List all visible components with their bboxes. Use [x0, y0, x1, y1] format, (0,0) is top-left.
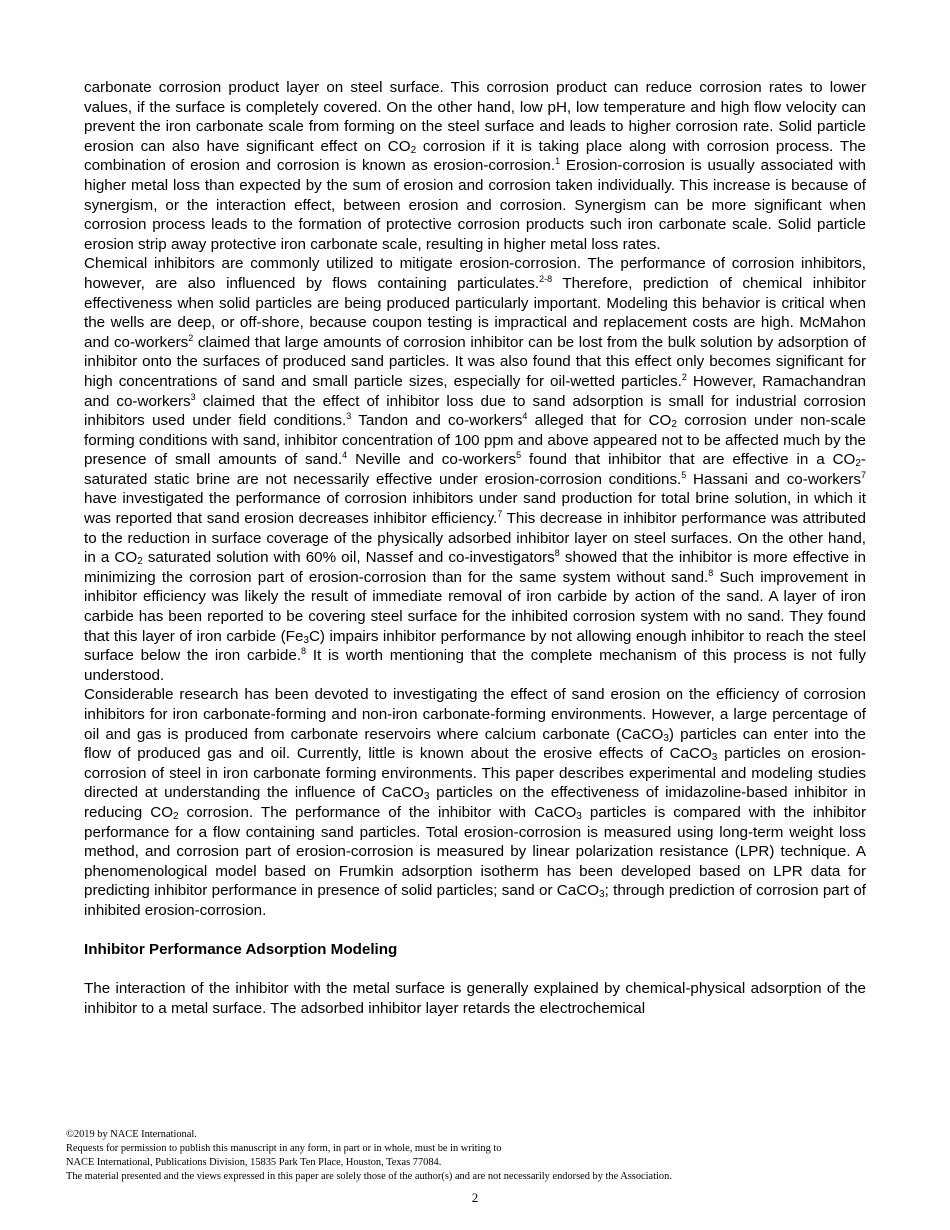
text-run: The interaction of the inhibitor with the metal surface is generally explained by chemical-physical adsorption of the inhibitor to a metal surface. The adsorbed inhibitor layer retards the electrochemical	[84, 980, 866, 1017]
text-run: Such improvement in inhibitor efficiency was likely the result of immediate removal of iron carbide by action of the sand. A layer of iron carbide has been reported to be covering steel surface for the inhibited corrosion system with no sand. They found that this layer of iron carbide (Fe	[84, 568, 866, 645]
chemical-subscript: 2	[173, 810, 179, 822]
text-run: ; through prediction of corrosion part of inhibited erosion-corrosion.	[84, 882, 866, 919]
citation-superscript: 8	[301, 646, 307, 657]
text-run: However, Ramachandran and co-workers	[84, 372, 866, 410]
footer-disclaimer-line: The material presented and the views expressed in this paper are solely those of the author(s) and are not necessarily endorsed by the Association.	[66, 1171, 672, 1182]
chemical-subscript: 3	[303, 634, 309, 646]
citation-superscript: 2-8	[539, 273, 553, 284]
text-run: C) impairs inhibitor performance by not allowing enough inhibitor to reach the steel surface below the iron carbide.	[84, 627, 866, 665]
text-run: ) particles can enter into the flow of produced gas and oil. Currently, little is known about the erosive effects of CaCO	[84, 725, 866, 763]
footer-copyright: ©2019 by NACE International.	[66, 1129, 197, 1140]
text-run: corrosion if it is taking place along with corrosion process. The combination of erosion and corrosion is known as erosion-corrosion.	[84, 137, 866, 175]
page-number: 2	[471, 1190, 479, 1205]
chemical-subscript: 2	[855, 458, 861, 470]
section-heading: Inhibitor Performance Adsorption Modeling	[84, 940, 398, 958]
chemical-subscript: 3	[663, 732, 669, 744]
chemical-subscript: 3	[576, 810, 582, 822]
citation-superscript: 4	[522, 411, 528, 422]
chemical-subscript: 2	[671, 419, 677, 431]
text-run: This decrease in inhibitor performance was attributed to the reduction in surface coverage of the physically adsorbed inhibitor layer on steel surfaces. On the other hand, in a CO	[84, 510, 866, 567]
text-run: Tandon and co-workers	[351, 412, 523, 430]
citation-superscript: 3	[190, 391, 196, 402]
citation-superscript: 7	[860, 469, 866, 480]
text-run: alleged that for CO	[527, 412, 672, 430]
text-run: particles on the effectiveness of imidazoline-based inhibitor in reducing CO	[84, 784, 866, 821]
text-run: corrosion under non-scale forming conditions with sand, inhibitor concentration of 100 ppm and above appeared not to be affected much by the presence of small amounts of sand.	[84, 412, 867, 469]
main-content	[84, 78, 866, 1018]
paragraph-erosion-corrosion	[84, 78, 866, 254]
text-run: Chemical inhibitors are commonly utilized to mitigate erosion-corrosion. The performance of corrosion inhibitors, however, are also influenced by flows containing particulates.	[84, 255, 866, 292]
text-run: claimed that large amounts of corrosion inhibitor can be lost from the bulk solution by adsorption of inhibitor onto the surfaces of produced sand particles. It was also found that this effect only becomes significant for high concentrations of sand and small particle sizes, especially for oil-wetted particles.	[84, 333, 866, 390]
paragraph-inhibitor-interaction	[84, 979, 866, 1018]
text-run: saturated solution with 60% oil, Nassef and co-investigators	[142, 549, 555, 567]
text-run: corrosion. The performance of the inhibitor with CaCO	[178, 803, 577, 821]
page-footer	[66, 1128, 886, 1184]
footer-address-line: NACE International, Publications Division, 15835 Park Ten Place, Houston, Texas 77084.	[66, 1157, 442, 1168]
chemical-subscript: 2	[410, 144, 417, 156]
text-run: Erosion-corrosion is usually associated with higher metal loss than expected by the sum of erosion and corrosion taken individually. This increase is because of synergism, or the interaction effect, between erosion and corrosion. Synergism can be more significant when corrosion process leads to the formation of protective corrosion products such iron carbonate scale. Solid particle erosion strip away protective iron carbonate scale, resulting in higher metal loss rates.	[84, 157, 866, 253]
text-run: claimed that the effect of inhibitor loss due to sand adsorption is small for industrial corrosion inhibitors used under field conditions.	[84, 392, 866, 430]
chemical-subscript: 3	[423, 791, 430, 803]
citation-superscript: 2	[188, 332, 194, 343]
text-run: -saturated static brine are not necessarily effective under erosion-corrosion conditions.	[84, 451, 866, 488]
citation-superscript: 8	[708, 567, 714, 578]
text-run: It is worth mentioning that the complete mechanism of this process is not fully understood.	[84, 647, 866, 684]
text-run: Neville and co-workers	[347, 451, 517, 469]
citation-superscript: 5	[681, 469, 687, 480]
text-run: particles on erosion-corrosion of steel in iron carbonate forming environments. This paper describes experimental and modeling studies directed at understanding the influence of CaCO	[84, 745, 866, 802]
chemical-subscript: 3	[599, 889, 605, 901]
citation-superscript: 8	[554, 548, 560, 559]
text-run: Hassani and co-workers	[686, 470, 861, 488]
citation-superscript: 5	[516, 450, 522, 461]
text-run: Therefore, prediction of chemical inhibitor effectiveness when solid particles are being produced particularly important. Modeling this behavior is critical when the wells are deep, or off-shore, because coupon testing is impractical and replacement costs are high. McMahon and co-workers	[84, 274, 866, 351]
paragraph-chemical-inhibitors	[84, 254, 866, 685]
text-run: showed that the inhibitor is more effective in minimizing the corrosion part of erosion-corrosion than for the same system without sand.	[84, 549, 866, 586]
citation-superscript: 2	[681, 371, 687, 382]
footer-permission-line: Requests for permission to publish this manuscript in any form, in part or in whole, must be in writing to	[66, 1143, 502, 1154]
citation-superscript: 1	[555, 156, 561, 167]
chemical-subscript: 2	[137, 556, 143, 568]
text-run: have investigated the performance of corrosion inhibitors under sand production for total brine solution, in which it was reported that sand erosion decreases inhibitor efficiency.	[84, 490, 866, 528]
text-run: carbonate corrosion product layer on steel surface. This corrosion product can reduce corrosion rates to lower values, if the surface is completely covered. On the other hand, low pH, low temperature and high flow velocity can prevent the iron carbonate scale from forming on the steel surface and leads to higher corrosion rate. Solid particle erosion can also have significant effect on CO	[84, 79, 866, 155]
citation-superscript: 7	[497, 509, 503, 520]
text-run: found that inhibitor that are effective in a CO	[521, 451, 856, 469]
citation-superscript: 4	[342, 450, 348, 461]
text-run: Considerable research has been devoted to investigating the effect of sand erosion on the efficiency of corrosion inhibitors for iron carbonate-forming and non-iron carbonate-forming environments. However, a large percentage of oil and gas is produced from carbonate reservoirs where calcium carbonate (CaCO	[84, 686, 866, 743]
paragraph-caco3-research	[84, 685, 866, 920]
chemical-subscript: 3	[711, 752, 718, 764]
text-run: particles is compared with the inhibitor performance for a flow containing sand particles. Total erosion-corrosion is measured using long-term weight loss method, and corrosion part of erosion-corrosion is measured by linear polarization resistance (LPR) technique. A phenomenological model based on Frumkin adsorption isotherm has been developed based on LPR data for predicting inhibitor performance in presence of solid particles; sand or CaCO	[84, 803, 867, 900]
citation-superscript: 3	[346, 411, 352, 422]
